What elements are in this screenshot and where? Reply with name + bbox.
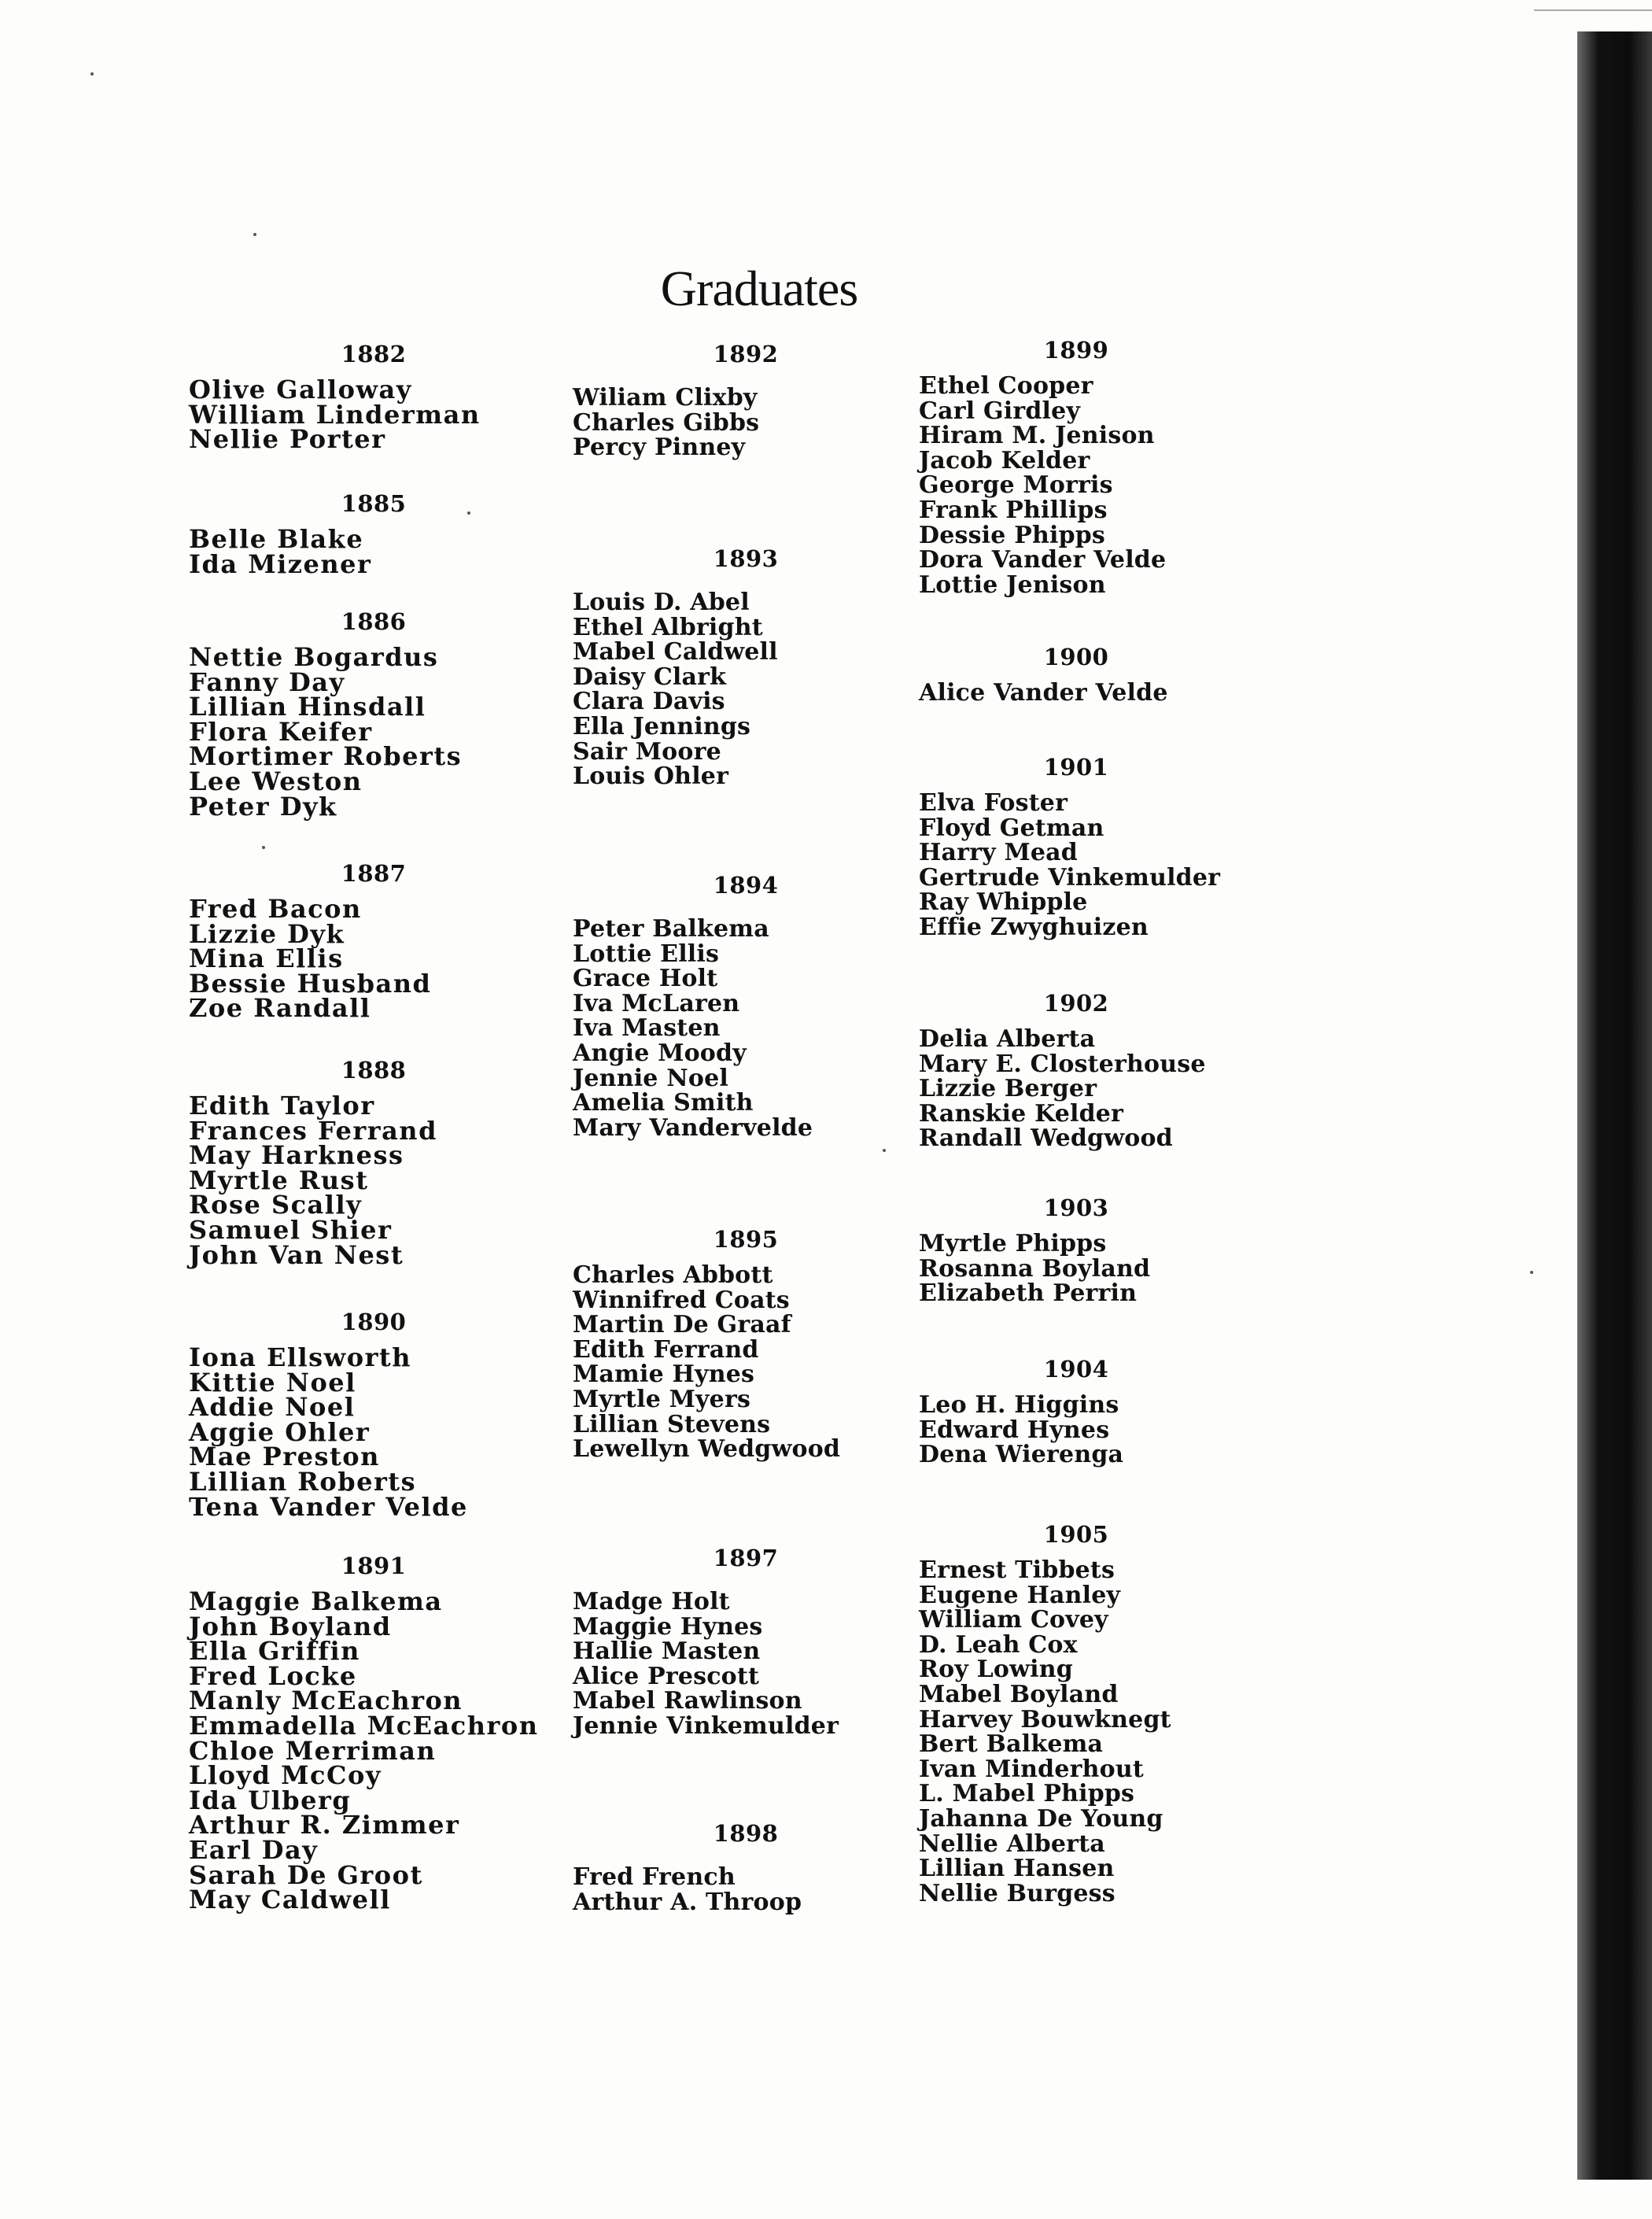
speck <box>1530 1271 1533 1274</box>
graduate-name: May Caldwell <box>189 1885 391 1915</box>
graduate-list <box>573 917 919 1140</box>
graduate-name: Roy Lowing <box>919 1656 1073 1684</box>
year-heading: 1894 <box>713 872 779 899</box>
graduate-name: Mina Ellis <box>189 943 344 974</box>
graduate-name: Aggie Ohler <box>189 1416 371 1447</box>
graduate-list <box>919 791 1233 940</box>
year-heading: 1887 <box>341 860 407 887</box>
year-heading: 1888 <box>341 1057 407 1084</box>
graduate-list <box>189 642 559 822</box>
graduate-name: Myrtle Phipps <box>919 1230 1107 1257</box>
graduate-name: Jahanna De Young <box>919 1804 1163 1833</box>
graduate-name: Samuel Shier <box>189 1214 393 1245</box>
graduate-name: John Van Nest <box>189 1239 404 1270</box>
graduate-name: Mabel Boyland <box>919 1680 1119 1708</box>
graduate-name: Peter Balkema <box>573 915 769 943</box>
graduate-name: Mabel Rawlinson <box>573 1687 802 1715</box>
graduate-name: Addie Noel <box>189 1392 356 1423</box>
graduate-name: Gertrude Vinkemulder <box>919 863 1221 892</box>
graduate-name: Lillian Hinsdall <box>189 692 426 722</box>
graduate-name: Ranskie Kelder <box>919 1099 1124 1128</box>
graduate-name: Kittie Noel <box>189 1367 356 1397</box>
graduate-name: Zoe Randall <box>189 993 371 1024</box>
graduate-name: Elva Foster <box>919 789 1068 817</box>
graduate-name: George Morris <box>919 471 1113 500</box>
graduate-name: Bessie Husband <box>189 968 432 999</box>
graduate-name: Ella Jennings <box>573 712 751 740</box>
graduate-name: Myrtle Rust <box>189 1165 369 1195</box>
year-heading: 1897 <box>713 1545 779 1571</box>
speck <box>262 846 265 849</box>
graduate-name: Hallie Masten <box>573 1637 761 1666</box>
graduate-name: Fred Bacon <box>189 894 362 924</box>
year-section <box>573 1224 919 1462</box>
graduate-name: Effie Zwyghuizen <box>919 913 1149 941</box>
graduate-name: Charles Gibbs <box>573 408 760 437</box>
graduate-name: Elizabeth Perrin <box>919 1279 1138 1308</box>
graduate-name: Emmadella McEachron <box>189 1710 539 1741</box>
graduate-name: Charles Abbott <box>573 1261 773 1289</box>
year-heading: 1902 <box>1043 990 1109 1017</box>
graduate-name: Alice Prescott <box>573 1662 759 1690</box>
graduate-name: Nellie Porter <box>189 424 386 455</box>
graduate-name: Myrtle Myers <box>573 1385 751 1413</box>
graduate-name: Lewellyn Wedgwood <box>573 1435 841 1464</box>
graduate-list <box>919 1231 1233 1306</box>
graduate-name: Mary E. Closterhouse <box>919 1050 1206 1078</box>
graduate-name: Harry Mead <box>919 839 1078 867</box>
graduate-name: Lloyd McCoy <box>189 1760 382 1791</box>
graduate-name: William Covey <box>919 1606 1108 1634</box>
graduate-name: Nettie Bogardus <box>189 642 439 672</box>
graduate-name: Chloe Merriman <box>189 1735 437 1766</box>
graduate-name: Winnifred Coats <box>573 1286 790 1314</box>
graduate-name: Randall Wedgwood <box>919 1124 1173 1153</box>
year-section <box>919 1353 1233 1468</box>
page-title: Graduates <box>660 260 858 316</box>
year-heading: 1885 <box>341 490 407 517</box>
year-heading: 1904 <box>1043 1356 1109 1383</box>
graduate-name: Bert Balkema <box>919 1730 1104 1759</box>
graduate-list <box>919 1027 1233 1151</box>
graduate-name: Lottie Ellis <box>573 940 720 968</box>
graduate-list <box>189 1586 559 1915</box>
graduate-name: Mary Vandervelde <box>573 1113 813 1142</box>
graduate-name: Edith Taylor <box>189 1091 375 1121</box>
graduate-list <box>919 1393 1233 1468</box>
graduate-name: Lillian Roberts <box>189 1466 417 1497</box>
year-section <box>189 488 559 577</box>
graduate-name: Sair Moore <box>573 737 721 766</box>
graduate-list <box>573 1589 919 1739</box>
graduate-name: Mortimer Roberts <box>189 741 463 772</box>
graduate-name: D. Leah Cox <box>919 1630 1078 1659</box>
graduate-name: Harvey Bouwknegt <box>919 1705 1171 1733</box>
year-heading: 1890 <box>341 1309 407 1335</box>
graduate-name: Alice Vander Velde <box>919 679 1168 707</box>
graduate-name: Mabel Caldwell <box>573 638 778 666</box>
year-section <box>919 1519 1233 1906</box>
graduate-name: Belle Blake <box>189 524 364 554</box>
graduate-name: Eugene Hanley <box>919 1581 1121 1609</box>
year-section <box>189 858 559 1024</box>
graduate-list <box>919 1558 1233 1906</box>
year-heading: 1905 <box>1043 1521 1109 1548</box>
graduate-name: Madge Holt <box>573 1588 730 1615</box>
graduate-name: Floyd Getman <box>919 814 1104 842</box>
graduate-name: Grace Holt <box>573 965 718 993</box>
graduate-name: Lillian Hansen <box>919 1855 1115 1883</box>
year-section <box>573 338 919 460</box>
year-heading: 1893 <box>713 545 779 572</box>
graduate-name: Sarah De Groot <box>189 1859 423 1890</box>
graduate-name: Lizzie Berger <box>919 1075 1097 1103</box>
graduate-name: Delia Alberta <box>919 1025 1096 1053</box>
year-section <box>189 606 559 822</box>
graduate-list <box>919 374 1233 597</box>
graduate-list <box>919 681 1233 706</box>
graduate-name: Maggie Hynes <box>573 1612 763 1641</box>
year-heading: 1895 <box>713 1226 779 1253</box>
graduate-name: Fanny Day <box>189 666 345 697</box>
graduate-name: Jennie Vinkemulder <box>573 1711 839 1740</box>
year-section <box>919 1192 1233 1306</box>
graduate-name: Clara Davis <box>573 688 725 716</box>
graduate-name: Rosanna Boyland <box>919 1254 1151 1283</box>
graduate-name: Ida Mizener <box>189 548 372 579</box>
graduate-name: Daisy Clark <box>573 663 727 691</box>
year-section <box>189 1054 559 1268</box>
graduate-name: L. Mabel Phipps <box>919 1780 1135 1808</box>
graduate-name: Frank Phillips <box>919 496 1108 524</box>
year-section <box>573 1542 919 1739</box>
graduate-name: Mae Preston <box>189 1442 380 1472</box>
graduate-list <box>573 590 919 789</box>
graduate-name: Lottie Jenison <box>919 570 1106 599</box>
graduate-name: Fred Locke <box>189 1660 357 1691</box>
graduate-list <box>189 375 559 455</box>
year-heading: 1892 <box>713 341 779 367</box>
year-heading: 1886 <box>341 608 407 635</box>
graduate-name: Hiram M. Jenison <box>919 422 1155 450</box>
graduate-name: Ida Ulberg <box>189 1785 352 1815</box>
year-heading: 1900 <box>1043 644 1109 670</box>
graduate-name: Percy Pinney <box>573 434 746 462</box>
page-binding-edge <box>1577 31 1652 2180</box>
graduate-name: Rose Scally <box>189 1190 363 1220</box>
graduate-name: Martin De Graaf <box>573 1311 791 1339</box>
year-heading: 1903 <box>1043 1194 1109 1221</box>
graduate-name: Jennie Noel <box>573 1064 728 1092</box>
graduate-list <box>573 1865 919 1914</box>
graduate-name: Iva Masten <box>573 1014 721 1043</box>
graduate-name: Edith Ferrand <box>573 1335 759 1364</box>
year-section <box>189 338 559 455</box>
graduate-name: John Boyland <box>189 1611 392 1641</box>
graduate-name: Ray Whipple <box>919 888 1088 917</box>
page-top-edge <box>1534 0 1652 11</box>
graduate-name: William Linderman <box>189 399 481 430</box>
speck <box>90 72 94 76</box>
year-section <box>919 988 1233 1151</box>
year-section <box>919 641 1233 706</box>
graduate-name: Leo H. Higgins <box>919 1391 1119 1419</box>
graduate-name: Arthur A. Throop <box>573 1888 802 1916</box>
graduate-name: Ethel Albright <box>573 613 763 641</box>
graduate-list <box>189 1091 559 1270</box>
graduate-name: Lillian Stevens <box>573 1410 771 1438</box>
year-section <box>919 334 1233 597</box>
graduate-name: Ella Griffin <box>189 1636 360 1667</box>
graduate-name: Dora Vander Velde <box>919 546 1167 574</box>
year-section <box>189 1306 559 1522</box>
graduate-name: Dessie Phipps <box>919 521 1106 549</box>
graduate-name: Ivan Minderhout <box>919 1755 1144 1783</box>
graduate-name: Earl Day <box>189 1834 319 1865</box>
graduate-name: Amelia Smith <box>573 1089 754 1117</box>
year-section <box>189 1550 559 1913</box>
graduate-name: Olive Galloway <box>189 375 412 404</box>
graduate-list <box>189 1342 559 1522</box>
graduate-name: Ethel Cooper <box>919 372 1093 400</box>
graduate-name: Iona Ellsworth <box>189 1342 411 1372</box>
graduate-name: Mamie Hynes <box>573 1361 755 1389</box>
graduate-name: Edward Hynes <box>919 1416 1110 1444</box>
year-heading: 1898 <box>713 1820 779 1847</box>
graduate-name: Manly McEachron <box>189 1685 463 1716</box>
year-section <box>919 751 1233 940</box>
year-heading: 1899 <box>1043 337 1109 364</box>
graduate-name: Lee Weston <box>189 766 363 796</box>
graduate-name: Ernest Tibbets <box>919 1556 1115 1584</box>
graduate-name: Louis Ohler <box>573 762 729 791</box>
graduate-list <box>573 386 919 460</box>
year-heading: 1901 <box>1043 754 1109 781</box>
graduate-name: Frances Ferrand <box>189 1115 437 1146</box>
graduate-name: Carl Girdley <box>919 397 1081 425</box>
graduate-name: Arthur R. Zimmer <box>189 1810 460 1841</box>
graduate-name: Lizzie Dyk <box>189 918 345 949</box>
graduate-name: Nellie Alberta <box>919 1829 1105 1858</box>
graduate-name: Angie Moody <box>573 1039 747 1067</box>
graduate-name: Fred French <box>573 1863 736 1891</box>
graduate-name: Iva McLaren <box>573 989 740 1017</box>
graduate-name: Peter Dyk <box>189 791 337 822</box>
year-section <box>573 543 919 789</box>
graduate-name: May Harkness <box>189 1140 404 1171</box>
graduate-name: Flora Keifer <box>189 716 373 747</box>
graduate-list <box>189 524 559 579</box>
graduate-name: Tena Vander Velde <box>189 1491 468 1522</box>
graduate-name: Jacob Kelder <box>919 446 1090 474</box>
year-heading: 1882 <box>341 341 407 367</box>
graduate-list <box>573 1263 919 1462</box>
year-section <box>573 870 919 1140</box>
graduate-list <box>189 894 559 1024</box>
graduate-name: Wiliam Clixby <box>573 384 758 412</box>
speck <box>253 233 256 236</box>
speck <box>883 1149 886 1152</box>
year-heading: 1891 <box>341 1553 407 1579</box>
graduate-name: Louis D. Abel <box>573 589 750 616</box>
graduate-name: Maggie Balkema <box>189 1586 443 1616</box>
year-section <box>573 1818 919 1914</box>
graduate-name: Dena Wierenga <box>919 1441 1124 1469</box>
graduate-name: Nellie Burgess <box>919 1879 1115 1907</box>
